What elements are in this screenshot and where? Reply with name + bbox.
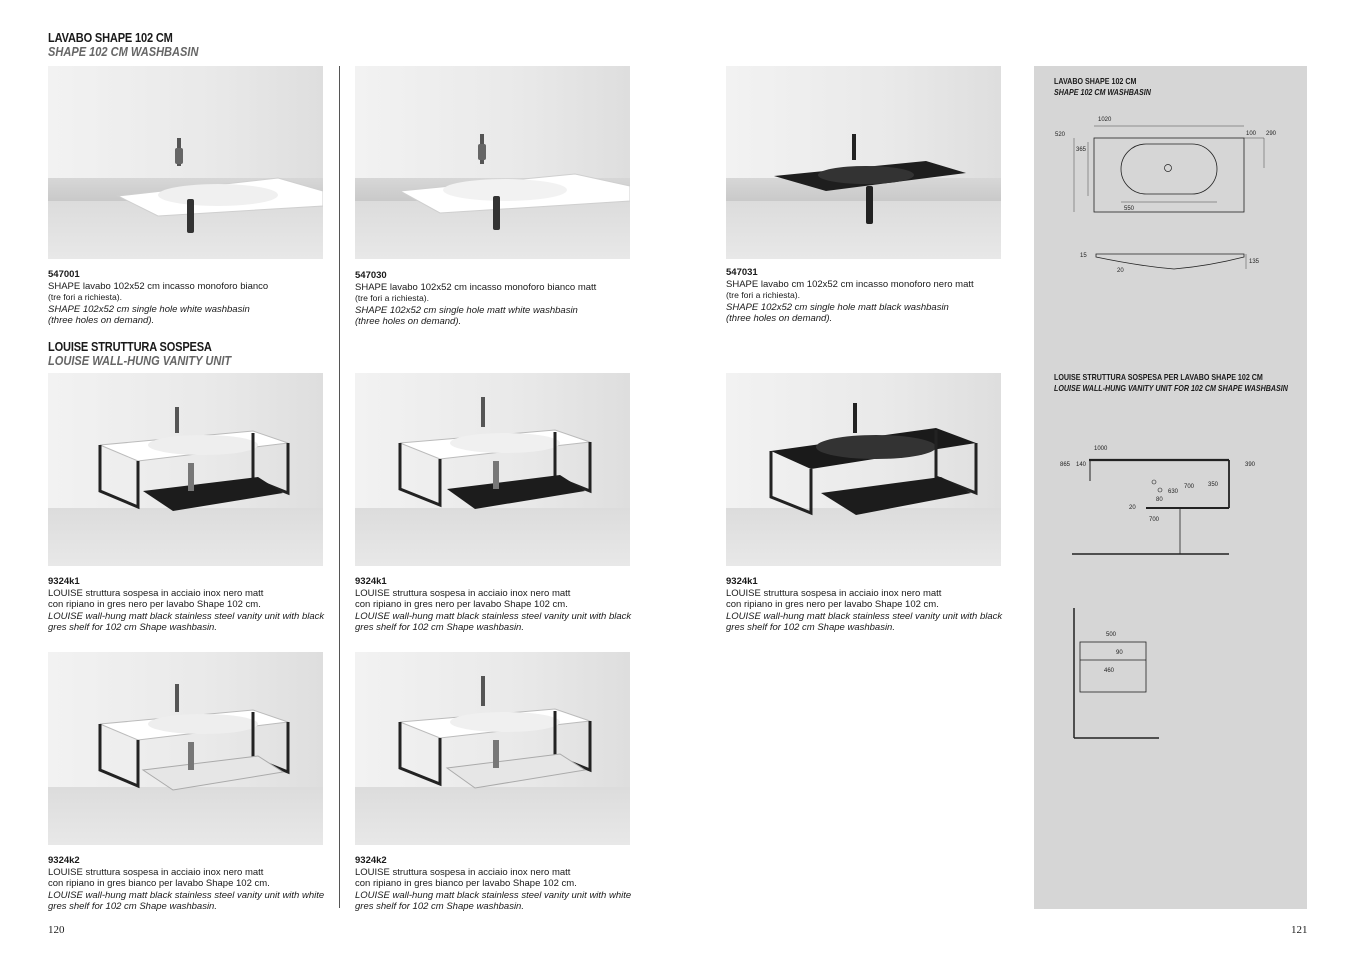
vanity-white-shelf-matt-illustration — [355, 652, 630, 845]
drawing1-subtitle: SHAPE 102 CM WASHBASIN — [1054, 87, 1151, 97]
vanity-black-shelf-illustration — [48, 373, 323, 566]
washbasin-black-illustration — [726, 66, 1001, 259]
dim2-right-h: 390 — [1245, 462, 1256, 468]
dim2-700a: 700 — [1184, 484, 1195, 490]
product-photo-547031 — [726, 66, 1001, 259]
drawing2-title: LOUISE STRUTTURA SOSPESA PER LAVABO SHAPE 102 CM — [1054, 372, 1263, 382]
section-title-vanity: LOUISE STRUTTURA SOSPESA — [48, 339, 212, 354]
dim-depth: 520 — [1055, 132, 1066, 138]
page-number-right: 121 — [1291, 924, 1308, 936]
dim2-500: 500 — [1106, 632, 1117, 638]
dim-side-depth: 290 — [1266, 131, 1277, 137]
dim-lip: 15 — [1080, 253, 1087, 259]
dim-bowl-width: 550 — [1124, 206, 1135, 212]
product-photo-9324k1-c — [726, 373, 1001, 566]
product-photo-9324k2-b — [355, 652, 630, 845]
product-photo-547001 — [48, 66, 323, 259]
dim2-630: 630 — [1168, 489, 1179, 495]
product-photo-9324k1-b — [355, 373, 630, 566]
drawing1-title: LAVABO SHAPE 102 CM — [1054, 76, 1137, 86]
dim-base: 20 — [1117, 268, 1124, 274]
dim2-350: 350 — [1208, 482, 1219, 488]
dim-bowl-depth: 365 — [1076, 147, 1087, 153]
product-photo-547030 — [355, 66, 630, 259]
caption-9324k1-b: 9324k1 LOUISE struttura sospesa in acciaio inox nero matt con ripiano in gres nero per lavabo Shape 102 cm. LOUISE wall-hung matt black stainless steel vanity unit with black gres shelf for 102 cm Shape washbasin. — [355, 576, 632, 634]
caption-9324k2-a: 9324k2 LOUISE struttura sospesa in acciaio inox nero matt con ripiano in gres bianco per lavabo Shape 102 cm. LOUISE wall-hung matt black stainless steel vanity unit with white gres shelf for 102 cm Shape washbasin. — [48, 855, 325, 913]
caption-9324k2-b: 9324k2 LOUISE struttura sospesa in acciaio inox nero matt con ripiano in gres bianco per lavabo Shape 102 cm. LOUISE wall-hung matt black stainless steel vanity unit with white gres shelf for 102 cm Shape washbasin. — [355, 855, 632, 913]
drawing2-subtitle: LOUISE WALL-HUNG VANITY UNIT FOR 102 CM SHAPE WASHBASIN — [1054, 383, 1288, 393]
caption-547001: 547001 SHAPE lavabo 102x52 cm incasso monoforo bianco (tre fori a richiesta). SHAPE 102x52 cm single hole white washbasin (three holes on demand). — [48, 269, 269, 327]
dim2-460: 460 — [1104, 668, 1115, 674]
washbasin-technical-drawing — [1034, 106, 1307, 286]
section-title-washbasin: LAVABO SHAPE 102 CM — [48, 30, 173, 45]
column-divider — [339, 66, 340, 908]
washbasin-matt-white-illustration — [355, 66, 630, 259]
section-subtitle-vanity: LOUISE WALL-HUNG VANITY UNIT — [48, 353, 232, 368]
caption-9324k1-a: 9324k1 LOUISE struttura sospesa in acciaio inox nero matt con ripiano in gres nero per lavabo Shape 102 cm. LOUISE wall-hung matt black stainless steel vanity unit with black gres shelf for 102 cm Shape washbasin. — [48, 576, 325, 634]
dim-height: 135 — [1249, 259, 1260, 265]
dim2-700b: 700 — [1149, 517, 1160, 523]
dim2-height-top: 865 — [1060, 462, 1071, 468]
technical-drawings-panel — [1034, 66, 1307, 909]
caption-9324k1-c: 9324k1 LOUISE struttura sospesa in acciaio inox nero matt con ripiano in gres nero per lavabo Shape 102 cm. LOUISE wall-hung matt black stainless steel vanity unit with black gres shelf for 102 cm Shape washbasin. — [726, 576, 1003, 634]
vanity-black-shelf-matt-illustration — [355, 373, 630, 566]
washbasin-white-illustration — [48, 66, 323, 259]
vanity-technical-drawing — [1034, 436, 1307, 756]
page-number-left: 120 — [48, 924, 65, 936]
dim2-90: 90 — [1116, 650, 1123, 656]
dim2-20: 20 — [1129, 505, 1136, 511]
dim2-80: 80 — [1156, 497, 1163, 503]
dim2-width: 1000 — [1094, 446, 1108, 452]
vanity-white-shelf-illustration — [48, 652, 323, 845]
product-photo-9324k1-a — [48, 373, 323, 566]
caption-547030: 547030 SHAPE lavabo 102x52 cm incasso monoforo bianco matt (tre fori a richiesta). SHAPE 102x52 cm single hole matt white washbasin (three holes on demand). — [355, 270, 597, 328]
section-subtitle-washbasin: SHAPE 102 CM WASHBASIN — [48, 44, 199, 59]
caption-547031: 547031 SHAPE lavabo cm 102x52 cm incasso monoforo nero matt (tre fori a richiesta). SHAPE 102x52 cm single hole matt black washbasin (three holes on demand). — [726, 267, 974, 325]
vanity-black-basin-illustration — [726, 373, 1001, 566]
product-photo-9324k2-a — [48, 652, 323, 845]
dim-side: 100 — [1246, 131, 1257, 137]
dim2-top-thick: 140 — [1076, 462, 1087, 468]
dim-width: 1020 — [1098, 117, 1112, 123]
